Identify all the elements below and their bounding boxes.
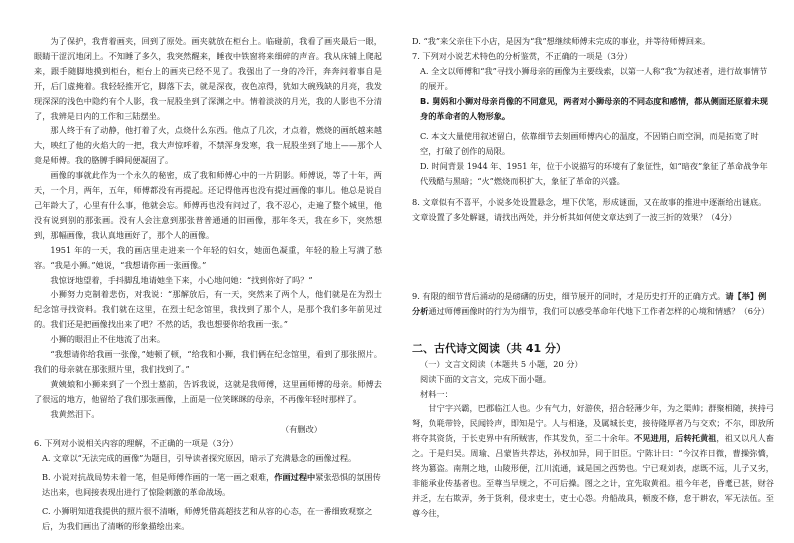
source-note: （有删改）	[281, 423, 322, 434]
question-9-text: 9. 有限的细节背后涌动的是磅礴的历史，细节展开的同时，才是历史打开的正确方式。	[412, 290, 726, 301]
classical-text-emphasis: 不见进用，后转托黄祖	[634, 433, 717, 444]
question-6-option-c: C. 小狮明知道我提供的照片很不清晰，师傅凭借高超技艺和从容的心态，在一番细致观察之后，为我们画出了清晰的形象描绘出来。	[42, 506, 373, 531]
question-7-option-d: D. 时间背景 1944 年、1951 年，位于小说描写的环境有了象征性，如“暗夜”象征了革命战争年代残酷与黑暗；“火”燃烧而积扩大，象征了革命的兴盛。	[420, 161, 768, 187]
question-7-option-a: A. 全文以师傅和“我”寻找小狮母亲的画像为主要线索，以第一人称“我”为叙述者，进行故事情节的展开。	[420, 65, 768, 91]
story-paragraph: 画像的事就此作为一个永久的秘密，成了我和师傅心中的一片阴影。师傅说，等了十年，两天，一个月，两年，五年，师傅都没有再提起。还记得他再也没有提过画像的事儿。他总是说自己年龄大了，心里有什么事，他就会忘。师傅再也没有问过了，我不忍心，走遍了整个城里，他没有说到别的那张画。没有人会注意到那张普普通通的旧画像，那年冬天，我在乡下，突然想到，那幅画像，我认真地画好了，那个人的画像。	[34, 170, 382, 240]
subsection-heading: （一）文言文阅读（本题共 5 小题，20 分）	[420, 358, 583, 369]
material-label: 材料一：	[420, 388, 453, 399]
story-paragraph: 我惊讶地望着，手抖脚乱地请她坐下来，小心地问她：“找到你好了吗？”	[50, 274, 313, 285]
story-paragraph: “我想请你给我画一张像，”她顿了顿，“给我和小狮，我们俩在纪念馆里，看到了那张照片。我们的母亲就在那张照片里，我们找到了。”	[34, 349, 382, 374]
classical-text-start: 甘宁字兴霸，巴郡临江人也。少有气力，好游侠，招合轻薄少年，为之渠帅；群聚相随，挟持弓弩，负毦带铃，民闻铃声，即知是宁。人与相逢，及属城长吏，接待隆厚者乃与交欢；不尔，即放所将夺其资货，于长吏界中有所贼害，作其发负，至二十余年。	[412, 403, 774, 444]
story-paragraph: 小狮努力克制着悲伤，对我说：“那解放后，有一天，突然来了两个人，他们就是在为烈士纪念馆寻找资料。我们就在这里，在烈士纪念馆里，我找到了那个人，是那个我们多年前见过的。我们还是把画像找出来了吧？不然的话，我也想要你给我画一张。”	[34, 289, 382, 330]
question-9	[412, 289, 774, 319]
option-b-text: B. 小说对抗战局势未着一笔，但是师傅作画的一笔一画之艰难，	[42, 472, 275, 483]
option-b-text-end: 紧张恐惧的氛围传达出来，也间接表现出进行了惊险刺激的革命战场。	[42, 472, 381, 498]
question-7-stem: 7. 下列对小说艺术特色的分析鉴赏，不正确的一项是（3分）	[412, 50, 633, 61]
story-paragraph: 为了保护，我背着画夹，回到了原处。画夹就放在柜台上。临碰前，我看了画夹最后一眼，眼睛干涩沉地闭上。不知睡了多久，我突然醒来，睡夜中铁窗将来细碎的声音。我从床铺上爬起来，跟手随脚地摸到柜台，柜台上的画夹已经不见了。我强出了一身的冷汗，奔奔问着事自是开，后门虚掩着。我轻轻推开它，脚落下去，就是深夜，夜色凉得，犹如大碗残缺的月亮，我发现深深的浅色中隐约有个人影，我一屁股坐到了深渊之中。情着淡淡的月光，我的人影也不分清了，我辨是日内的工作和三陆摆坐。	[34, 36, 382, 121]
question-7-option-c: C. 本文大量使用叙述留白，依靠细节去刻画师傅内心的温度，不因销白而空洞，而是拓宽了时空，打破了创作的局限。	[420, 131, 759, 157]
story-paragraph: 黄姨娘和小狮来到了一个烈士墓前，告诉我说，这就是我师傅，这里画师傅的母亲。师傅去了很远的地方，他留给了我们那张画像，上面是一位笑眯眯的母亲，不再像年轻时那样了。	[34, 378, 382, 404]
left-column	[34, 34, 382, 534]
question-6-option-a: A. 文章以“无法完成的画像”为题目，引导读者探究原因，暗示了充满悬念的画像过程。	[42, 453, 357, 464]
story-paragraph: 1951 年的一天，我的画店里走进来一个年轻的妇女，她面色凝重，年轻的脸上写满了愁容。“我是小狮。”她说，“我想请你画一张画像。”	[34, 244, 382, 270]
question-9-text-end: 通过师傅画像时的行为为细节，我们可以感受革命年代地下工作者怎样的心境和情感？（6分）	[428, 305, 770, 316]
question-9-emphasis: 请【举】例分析	[412, 290, 767, 316]
question-6-option-d: D. “我”来父亲住下小店，是因为“我”想继续师傅未完成的事业，并等待师傅回来。	[412, 36, 711, 46]
question-7-option-b: B. 舅妈和小狮对母亲肖像的不同意见，两者对小狮母亲的不同态度和感情，都从侧面还原着未现身的革命者的人物形象。	[420, 95, 768, 121]
story-paragraph: 那人终于有了动静，他打着了火，点烧什么东西。他点了几次，才点着，燃烧的画纸越来越大，映红了他的火焰大的一把，我大声惊呼着，不禁浑身发寒，我一屁股坐到了地上——那个人竟是师傅。我的胳膊手瞬间便凝固了。	[34, 125, 382, 166]
question-6-stem: 6. 下列对小说相关内容的理解，不正确的一项是（3分）	[34, 438, 238, 449]
question-6-option-b	[42, 470, 382, 500]
right-column	[412, 34, 774, 521]
option-b-emphasis: 作画过程中	[274, 472, 316, 483]
section-heading: 二、古代诗文阅读（共 41 分）	[412, 341, 567, 355]
question-8: 8. 文章似有不喜平，小说多处设置悬念，埋下伏笔，形成谜面，又在故事的推进中逐渐给出谜底。文章设置了多处解谜，请找出两处，并分析其如何使文章达到了一波三折的效果？（4分）	[412, 197, 767, 222]
classical-text	[412, 401, 774, 520]
classical-text-end: ，祖又以凡人畜之。于是归吴。周瑜、吕蒙皆共荐达，孙权加异，同于旧臣。宁陈计曰：“今汉祚日微，曹操弥憍，终为篡盗。南荆之地，山陵形便，江川流通，诚是国之西势也。宁已观刘表，虑既不远，儿子又劣，非能承业传基者也。至尊当早规之，不可后操。图之之计，宜先取黄祖。祖今年老，昏耄已甚，财谷并乏，左右欺弄，务于货利，侵求吏士，吏士心怨。舟船战具，顿废不修，怠于耕农，军无法伍。至尊今往，	[412, 433, 774, 518]
instruction: 阅读下面的文言文，完成下面小题。	[420, 373, 552, 384]
story-paragraph: 小狮的眼泪止不住地流了出来。	[50, 334, 166, 345]
story-paragraph: 我黄然泪下。	[50, 408, 100, 419]
